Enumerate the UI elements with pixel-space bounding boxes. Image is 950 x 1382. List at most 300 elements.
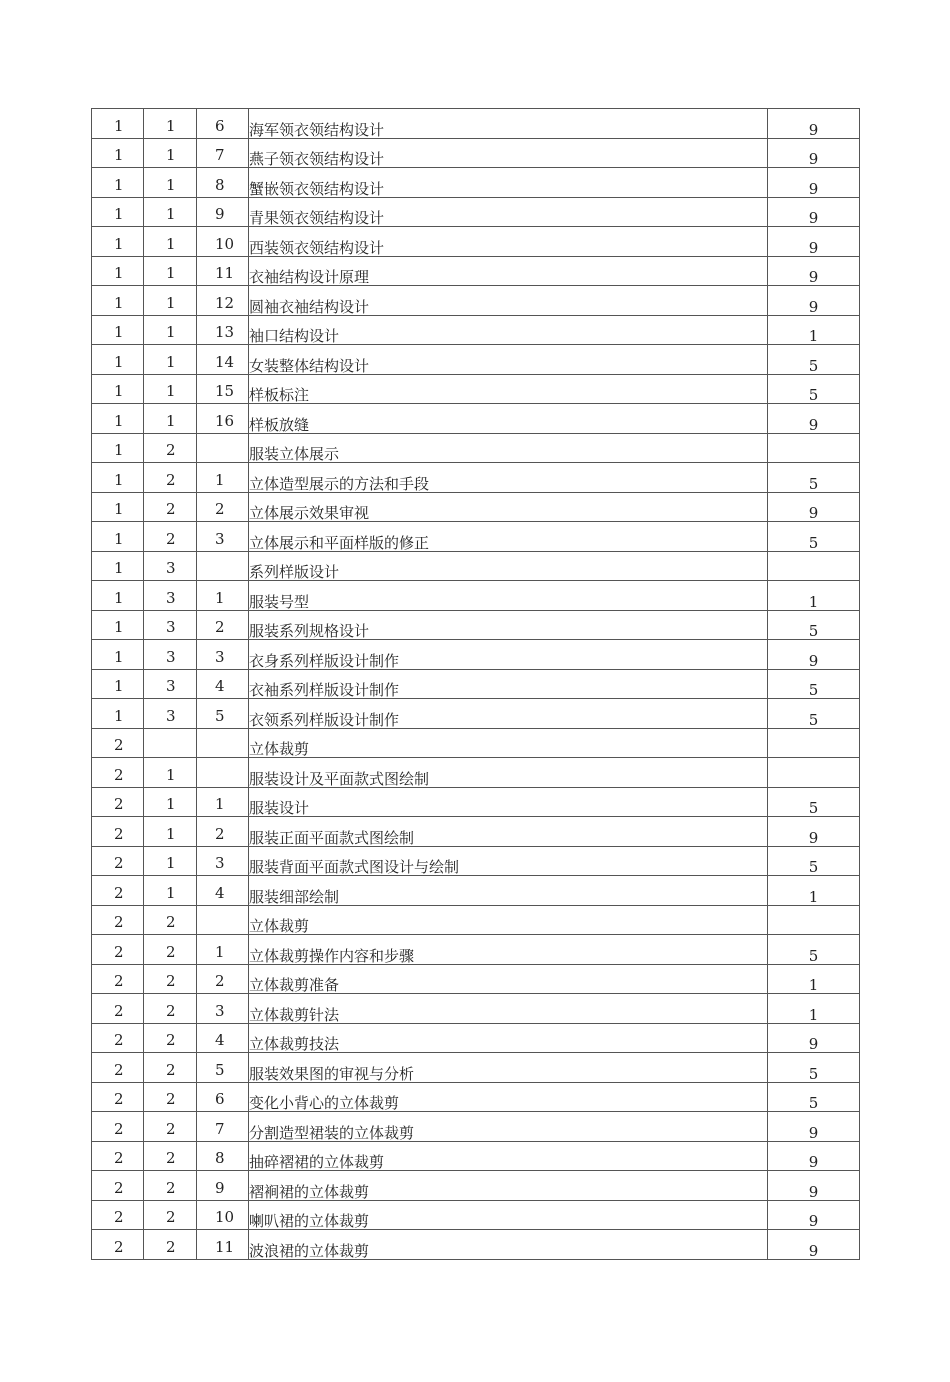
level1-number: 1 — [114, 116, 124, 135]
item-title-cell: 服装细部绘制 — [249, 876, 768, 906]
level1-cell — [92, 1053, 144, 1083]
table-row — [92, 699, 860, 729]
level1-cell — [92, 1171, 144, 1201]
level1-cell — [92, 1200, 144, 1230]
level1-cell — [92, 197, 144, 227]
level2-number: 2 — [166, 441, 176, 459]
level1-cell — [92, 522, 144, 552]
level2-number: 2 — [166, 1031, 176, 1049]
level3-number: 3 — [215, 1001, 225, 1020]
item-value-cell — [768, 551, 860, 581]
level2-cell — [144, 374, 197, 404]
level3-cell — [197, 374, 249, 404]
level3-cell — [197, 876, 249, 906]
level2-cell — [144, 433, 197, 463]
item-title-cell: 服装背面平面款式图设计与绘制 — [249, 846, 768, 876]
table-row — [92, 994, 860, 1024]
item-value-cell: 9 — [768, 492, 860, 522]
level1-cell — [92, 1023, 144, 1053]
level1-cell — [92, 935, 144, 965]
level3-number: 15 — [215, 382, 235, 400]
level1-number: 2 — [114, 1001, 124, 1020]
level3-cell — [197, 1053, 249, 1083]
table-row — [92, 345, 860, 375]
level2-cell — [144, 1112, 197, 1142]
item-title-cell: 衣袖系列样版设计制作 — [249, 669, 768, 699]
level1-number: 1 — [114, 175, 124, 194]
item-value-cell: 9 — [768, 1112, 860, 1142]
level3-number: 16 — [215, 411, 235, 430]
level3-number: 3 — [215, 854, 225, 872]
item-value-cell: 1 — [768, 581, 860, 611]
table-row — [92, 728, 860, 758]
item-title-cell: 分割造型裙装的立体裁剪 — [249, 1112, 768, 1142]
level1-cell — [92, 669, 144, 699]
level1-number: 1 — [114, 529, 124, 548]
level3-number — [197, 780, 215, 784]
table-row — [92, 551, 860, 581]
level1-cell — [92, 640, 144, 670]
level2-cell — [144, 138, 197, 168]
level2-cell — [144, 1023, 197, 1053]
table-row — [92, 758, 860, 788]
level3-number: 1 — [215, 942, 225, 961]
level3-number: 7 — [215, 146, 225, 164]
item-value-cell: 5 — [768, 669, 860, 699]
level2-cell — [144, 522, 197, 552]
level2-number: 2 — [166, 1208, 176, 1226]
level3-number: 2 — [215, 972, 225, 990]
level3-cell — [197, 492, 249, 522]
level3-number: 5 — [215, 1060, 225, 1079]
level1-cell — [92, 1082, 144, 1112]
level2-number: 3 — [166, 618, 176, 636]
level2-cell — [144, 699, 197, 729]
table-row — [92, 168, 860, 198]
level2-cell — [144, 846, 197, 876]
level1-number: 2 — [114, 942, 124, 961]
level3-cell — [197, 256, 249, 286]
level3-cell — [197, 1141, 249, 1171]
level1-cell — [92, 699, 144, 729]
level1-number: 1 — [114, 677, 124, 695]
level1-cell — [92, 138, 144, 168]
item-title-cell: 褶裥裙的立体裁剪 — [249, 1171, 768, 1201]
level2-number: 2 — [166, 1001, 176, 1020]
item-title-cell: 蟹嵌领衣领结构设计 — [249, 168, 768, 198]
item-value-cell: 9 — [768, 1230, 860, 1260]
level3-cell — [197, 1171, 249, 1201]
item-value-cell — [768, 433, 860, 463]
item-value-cell: 5 — [768, 610, 860, 640]
level3-cell — [197, 109, 249, 139]
table-row — [92, 256, 860, 286]
level2-number: 1 — [166, 146, 176, 164]
table-row — [92, 1023, 860, 1053]
level3-cell — [197, 197, 249, 227]
item-title-cell: 立体裁剪 — [249, 905, 768, 935]
level1-cell — [92, 1112, 144, 1142]
level3-number: 8 — [215, 175, 225, 194]
level1-cell — [92, 581, 144, 611]
table-row — [92, 227, 860, 257]
item-title-cell: 立体裁剪操作内容和步骤 — [249, 935, 768, 965]
table-row — [92, 935, 860, 965]
level3-number: 14 — [215, 352, 235, 371]
level2-number: 2 — [166, 1178, 176, 1197]
level3-cell — [197, 1112, 249, 1142]
level1-number: 1 — [114, 352, 124, 371]
level3-cell — [197, 315, 249, 345]
outline-table — [91, 108, 860, 1260]
level3-number — [197, 927, 215, 931]
item-title-cell: 立体裁剪针法 — [249, 994, 768, 1024]
level3-cell — [197, 905, 249, 935]
table-row — [92, 846, 860, 876]
level2-cell — [144, 728, 197, 758]
item-title-cell: 抽碎褶裙的立体裁剪 — [249, 1141, 768, 1171]
item-title-cell: 西装领衣领结构设计 — [249, 227, 768, 257]
level2-number: 2 — [166, 1119, 176, 1138]
item-title-cell: 服装效果图的审视与分析 — [249, 1053, 768, 1083]
level1-number: 2 — [114, 824, 124, 843]
item-title-cell: 样板放缝 — [249, 404, 768, 434]
level1-number: 1 — [114, 706, 124, 725]
level2-cell — [144, 669, 197, 699]
level3-number: 3 — [215, 529, 225, 548]
level1-number: 2 — [114, 1178, 124, 1197]
item-value-cell — [768, 905, 860, 935]
level3-cell — [197, 640, 249, 670]
level3-number: 6 — [215, 116, 225, 135]
item-value-cell: 1 — [768, 994, 860, 1024]
level1-number: 1 — [114, 618, 124, 636]
table-row — [92, 1112, 860, 1142]
level3-cell — [197, 817, 249, 847]
level3-number — [197, 750, 215, 754]
level3-number: 8 — [215, 1149, 225, 1167]
item-title-cell: 海军领衣领结构设计 — [249, 109, 768, 139]
level1-number: 1 — [114, 323, 124, 341]
table-row — [92, 463, 860, 493]
level2-number: 1 — [166, 116, 176, 135]
level2-number: 3 — [166, 706, 176, 725]
item-value-cell — [768, 728, 860, 758]
level2-cell — [144, 315, 197, 345]
level3-cell — [197, 522, 249, 552]
level2-cell — [144, 1053, 197, 1083]
level2-number: 2 — [166, 1149, 176, 1167]
level1-number: 1 — [114, 205, 124, 223]
item-value-cell: 5 — [768, 699, 860, 729]
table-row — [92, 1082, 860, 1112]
table-row — [92, 374, 860, 404]
item-title-cell: 喇叭裙的立体裁剪 — [249, 1200, 768, 1230]
level2-number: 1 — [166, 795, 176, 813]
item-value-cell: 5 — [768, 787, 860, 817]
item-title-cell: 袖口结构设计 — [249, 315, 768, 345]
level1-cell — [92, 905, 144, 935]
level2-number: 2 — [166, 913, 176, 931]
item-value-cell: 9 — [768, 197, 860, 227]
level1-number: 2 — [114, 1060, 124, 1079]
level1-number: 1 — [114, 234, 124, 253]
item-value-cell: 5 — [768, 846, 860, 876]
level2-cell — [144, 640, 197, 670]
level3-number: 11 — [215, 1237, 235, 1256]
level1-cell — [92, 374, 144, 404]
level3-number: 10 — [215, 1208, 235, 1226]
level1-number: 2 — [114, 883, 124, 902]
level2-number: 1 — [166, 352, 176, 371]
level2-cell — [144, 227, 197, 257]
level3-number: 2 — [215, 824, 225, 843]
level1-cell — [92, 994, 144, 1024]
level2-cell — [144, 905, 197, 935]
level2-cell — [144, 256, 197, 286]
level2-cell — [144, 492, 197, 522]
level3-number — [197, 455, 215, 459]
table-row — [92, 817, 860, 847]
level2-cell — [144, 551, 197, 581]
level2-cell — [144, 1200, 197, 1230]
level1-cell — [92, 404, 144, 434]
level3-number: 7 — [215, 1119, 225, 1138]
level1-cell — [92, 168, 144, 198]
item-title-cell: 立体裁剪 — [249, 728, 768, 758]
level3-number: 6 — [215, 1090, 225, 1108]
item-value-cell: 5 — [768, 463, 860, 493]
outline-table-body — [92, 109, 860, 1260]
item-title-cell: 立体裁剪准备 — [249, 964, 768, 994]
level3-cell — [197, 433, 249, 463]
level1-cell — [92, 817, 144, 847]
item-title-cell: 服装设计及平面款式图绘制 — [249, 758, 768, 788]
table-row — [92, 286, 860, 316]
level2-number: 2 — [166, 942, 176, 961]
table-row — [92, 1053, 860, 1083]
level2-number: 1 — [166, 293, 176, 312]
level1-cell — [92, 227, 144, 257]
level1-number: 2 — [114, 972, 124, 990]
item-title-cell: 服装系列规格设计 — [249, 610, 768, 640]
level3-number: 3 — [215, 647, 225, 666]
level1-cell — [92, 610, 144, 640]
item-title-cell: 变化小背心的立体裁剪 — [249, 1082, 768, 1112]
level3-cell — [197, 964, 249, 994]
table-row — [92, 522, 860, 552]
level2-number: 1 — [166, 234, 176, 253]
level2-number — [144, 750, 166, 754]
level3-number: 13 — [215, 323, 235, 341]
level3-cell — [197, 669, 249, 699]
table-row — [92, 138, 860, 168]
level2-number: 3 — [166, 559, 176, 577]
level3-number: 9 — [215, 205, 225, 223]
level2-number: 1 — [166, 264, 176, 282]
level1-number: 1 — [114, 647, 124, 666]
level2-cell — [144, 610, 197, 640]
item-value-cell: 9 — [768, 1141, 860, 1171]
table-row — [92, 787, 860, 817]
level2-number: 1 — [166, 175, 176, 194]
level2-cell — [144, 787, 197, 817]
level1-number: 1 — [114, 293, 124, 312]
level3-number: 12 — [215, 293, 235, 312]
table-row — [92, 197, 860, 227]
level3-cell — [197, 1082, 249, 1112]
item-value-cell: 9 — [768, 286, 860, 316]
level3-cell — [197, 758, 249, 788]
level3-cell — [197, 994, 249, 1024]
level1-number: 2 — [114, 854, 124, 872]
table-row — [92, 581, 860, 611]
level2-number: 2 — [166, 972, 176, 990]
level1-cell — [92, 551, 144, 581]
item-value-cell: 9 — [768, 256, 860, 286]
level1-cell — [92, 256, 144, 286]
level2-number: 1 — [166, 765, 176, 784]
level2-cell — [144, 994, 197, 1024]
item-value-cell: 1 — [768, 876, 860, 906]
level3-number: 2 — [215, 618, 225, 636]
level3-cell — [197, 168, 249, 198]
table-row — [92, 1171, 860, 1201]
table-row — [92, 492, 860, 522]
level2-number: 1 — [166, 824, 176, 843]
item-value-cell: 1 — [768, 315, 860, 345]
item-value-cell: 5 — [768, 935, 860, 965]
table-row — [92, 315, 860, 345]
level3-cell — [197, 404, 249, 434]
level3-number: 1 — [215, 470, 225, 489]
level1-number: 1 — [114, 146, 124, 164]
level1-number: 1 — [114, 588, 124, 607]
item-title-cell: 服装设计 — [249, 787, 768, 817]
item-value-cell — [768, 758, 860, 788]
level3-cell — [197, 345, 249, 375]
level1-cell — [92, 1141, 144, 1171]
level3-number: 2 — [215, 500, 225, 518]
level3-cell — [197, 728, 249, 758]
level2-cell — [144, 197, 197, 227]
level1-number: 1 — [114, 411, 124, 430]
item-value-cell: 9 — [768, 817, 860, 847]
item-title-cell: 女装整体结构设计 — [249, 345, 768, 375]
level3-number: 1 — [215, 795, 225, 813]
level2-number: 2 — [166, 500, 176, 518]
level1-cell — [92, 964, 144, 994]
item-title-cell: 衣领系列样版设计制作 — [249, 699, 768, 729]
level2-cell — [144, 109, 197, 139]
item-title-cell: 系列样版设计 — [249, 551, 768, 581]
level1-cell — [92, 492, 144, 522]
level2-cell — [144, 935, 197, 965]
level1-cell — [92, 728, 144, 758]
level2-cell — [144, 1082, 197, 1112]
level1-cell — [92, 1230, 144, 1260]
table-row — [92, 876, 860, 906]
table-row — [92, 433, 860, 463]
level2-cell — [144, 463, 197, 493]
item-title-cell: 燕子领衣领结构设计 — [249, 138, 768, 168]
item-title-cell: 立体裁剪技法 — [249, 1023, 768, 1053]
item-value-cell: 5 — [768, 1053, 860, 1083]
item-title-cell: 衣身系列样版设计制作 — [249, 640, 768, 670]
level3-number: 4 — [215, 883, 225, 902]
level2-number: 1 — [166, 883, 176, 902]
level3-number — [197, 573, 215, 577]
item-value-cell: 9 — [768, 404, 860, 434]
item-value-cell: 1 — [768, 964, 860, 994]
item-title-cell: 波浪裙的立体裁剪 — [249, 1230, 768, 1260]
table-row — [92, 905, 860, 935]
item-title-cell: 立体展示效果审视 — [249, 492, 768, 522]
level3-cell — [197, 699, 249, 729]
item-title-cell: 立体展示和平面样版的修正 — [249, 522, 768, 552]
level2-cell — [144, 758, 197, 788]
level3-cell — [197, 1230, 249, 1260]
table-row — [92, 1200, 860, 1230]
level2-cell — [144, 817, 197, 847]
level1-number: 1 — [114, 382, 124, 400]
level2-number: 1 — [166, 323, 176, 341]
level2-cell — [144, 876, 197, 906]
level3-number: 1 — [215, 588, 225, 607]
level2-number: 1 — [166, 205, 176, 223]
level3-cell — [197, 846, 249, 876]
item-value-cell: 5 — [768, 374, 860, 404]
level2-number: 2 — [166, 470, 176, 489]
level3-number: 10 — [215, 234, 235, 253]
level3-number: 4 — [215, 1031, 225, 1049]
level2-number: 1 — [166, 411, 176, 430]
level2-number: 3 — [166, 677, 176, 695]
level2-cell — [144, 286, 197, 316]
level1-cell — [92, 876, 144, 906]
level2-cell — [144, 345, 197, 375]
level3-cell — [197, 463, 249, 493]
level3-cell — [197, 1023, 249, 1053]
level2-cell — [144, 1141, 197, 1171]
table-row — [92, 404, 860, 434]
level3-number: 11 — [215, 264, 235, 282]
level1-number: 2 — [114, 1208, 124, 1226]
level2-cell — [144, 581, 197, 611]
level3-cell — [197, 286, 249, 316]
table-row — [92, 640, 860, 670]
level2-number: 1 — [166, 382, 176, 400]
item-value-cell: 9 — [768, 138, 860, 168]
level3-number: 4 — [215, 677, 225, 695]
item-title-cell: 青果领衣领结构设计 — [249, 197, 768, 227]
table-row — [92, 1230, 860, 1260]
level1-number: 2 — [114, 765, 124, 784]
item-value-cell: 9 — [768, 1200, 860, 1230]
level3-cell — [197, 138, 249, 168]
level1-cell — [92, 109, 144, 139]
level3-number: 9 — [215, 1178, 225, 1197]
level1-number: 1 — [114, 470, 124, 489]
item-title-cell: 服装正面平面款式图绘制 — [249, 817, 768, 847]
level3-number: 5 — [215, 706, 225, 725]
item-title-cell: 立体造型展示的方法和手段 — [249, 463, 768, 493]
level1-cell — [92, 286, 144, 316]
level1-cell — [92, 758, 144, 788]
table-row — [92, 109, 860, 139]
level1-cell — [92, 846, 144, 876]
level1-number: 2 — [114, 1149, 124, 1167]
